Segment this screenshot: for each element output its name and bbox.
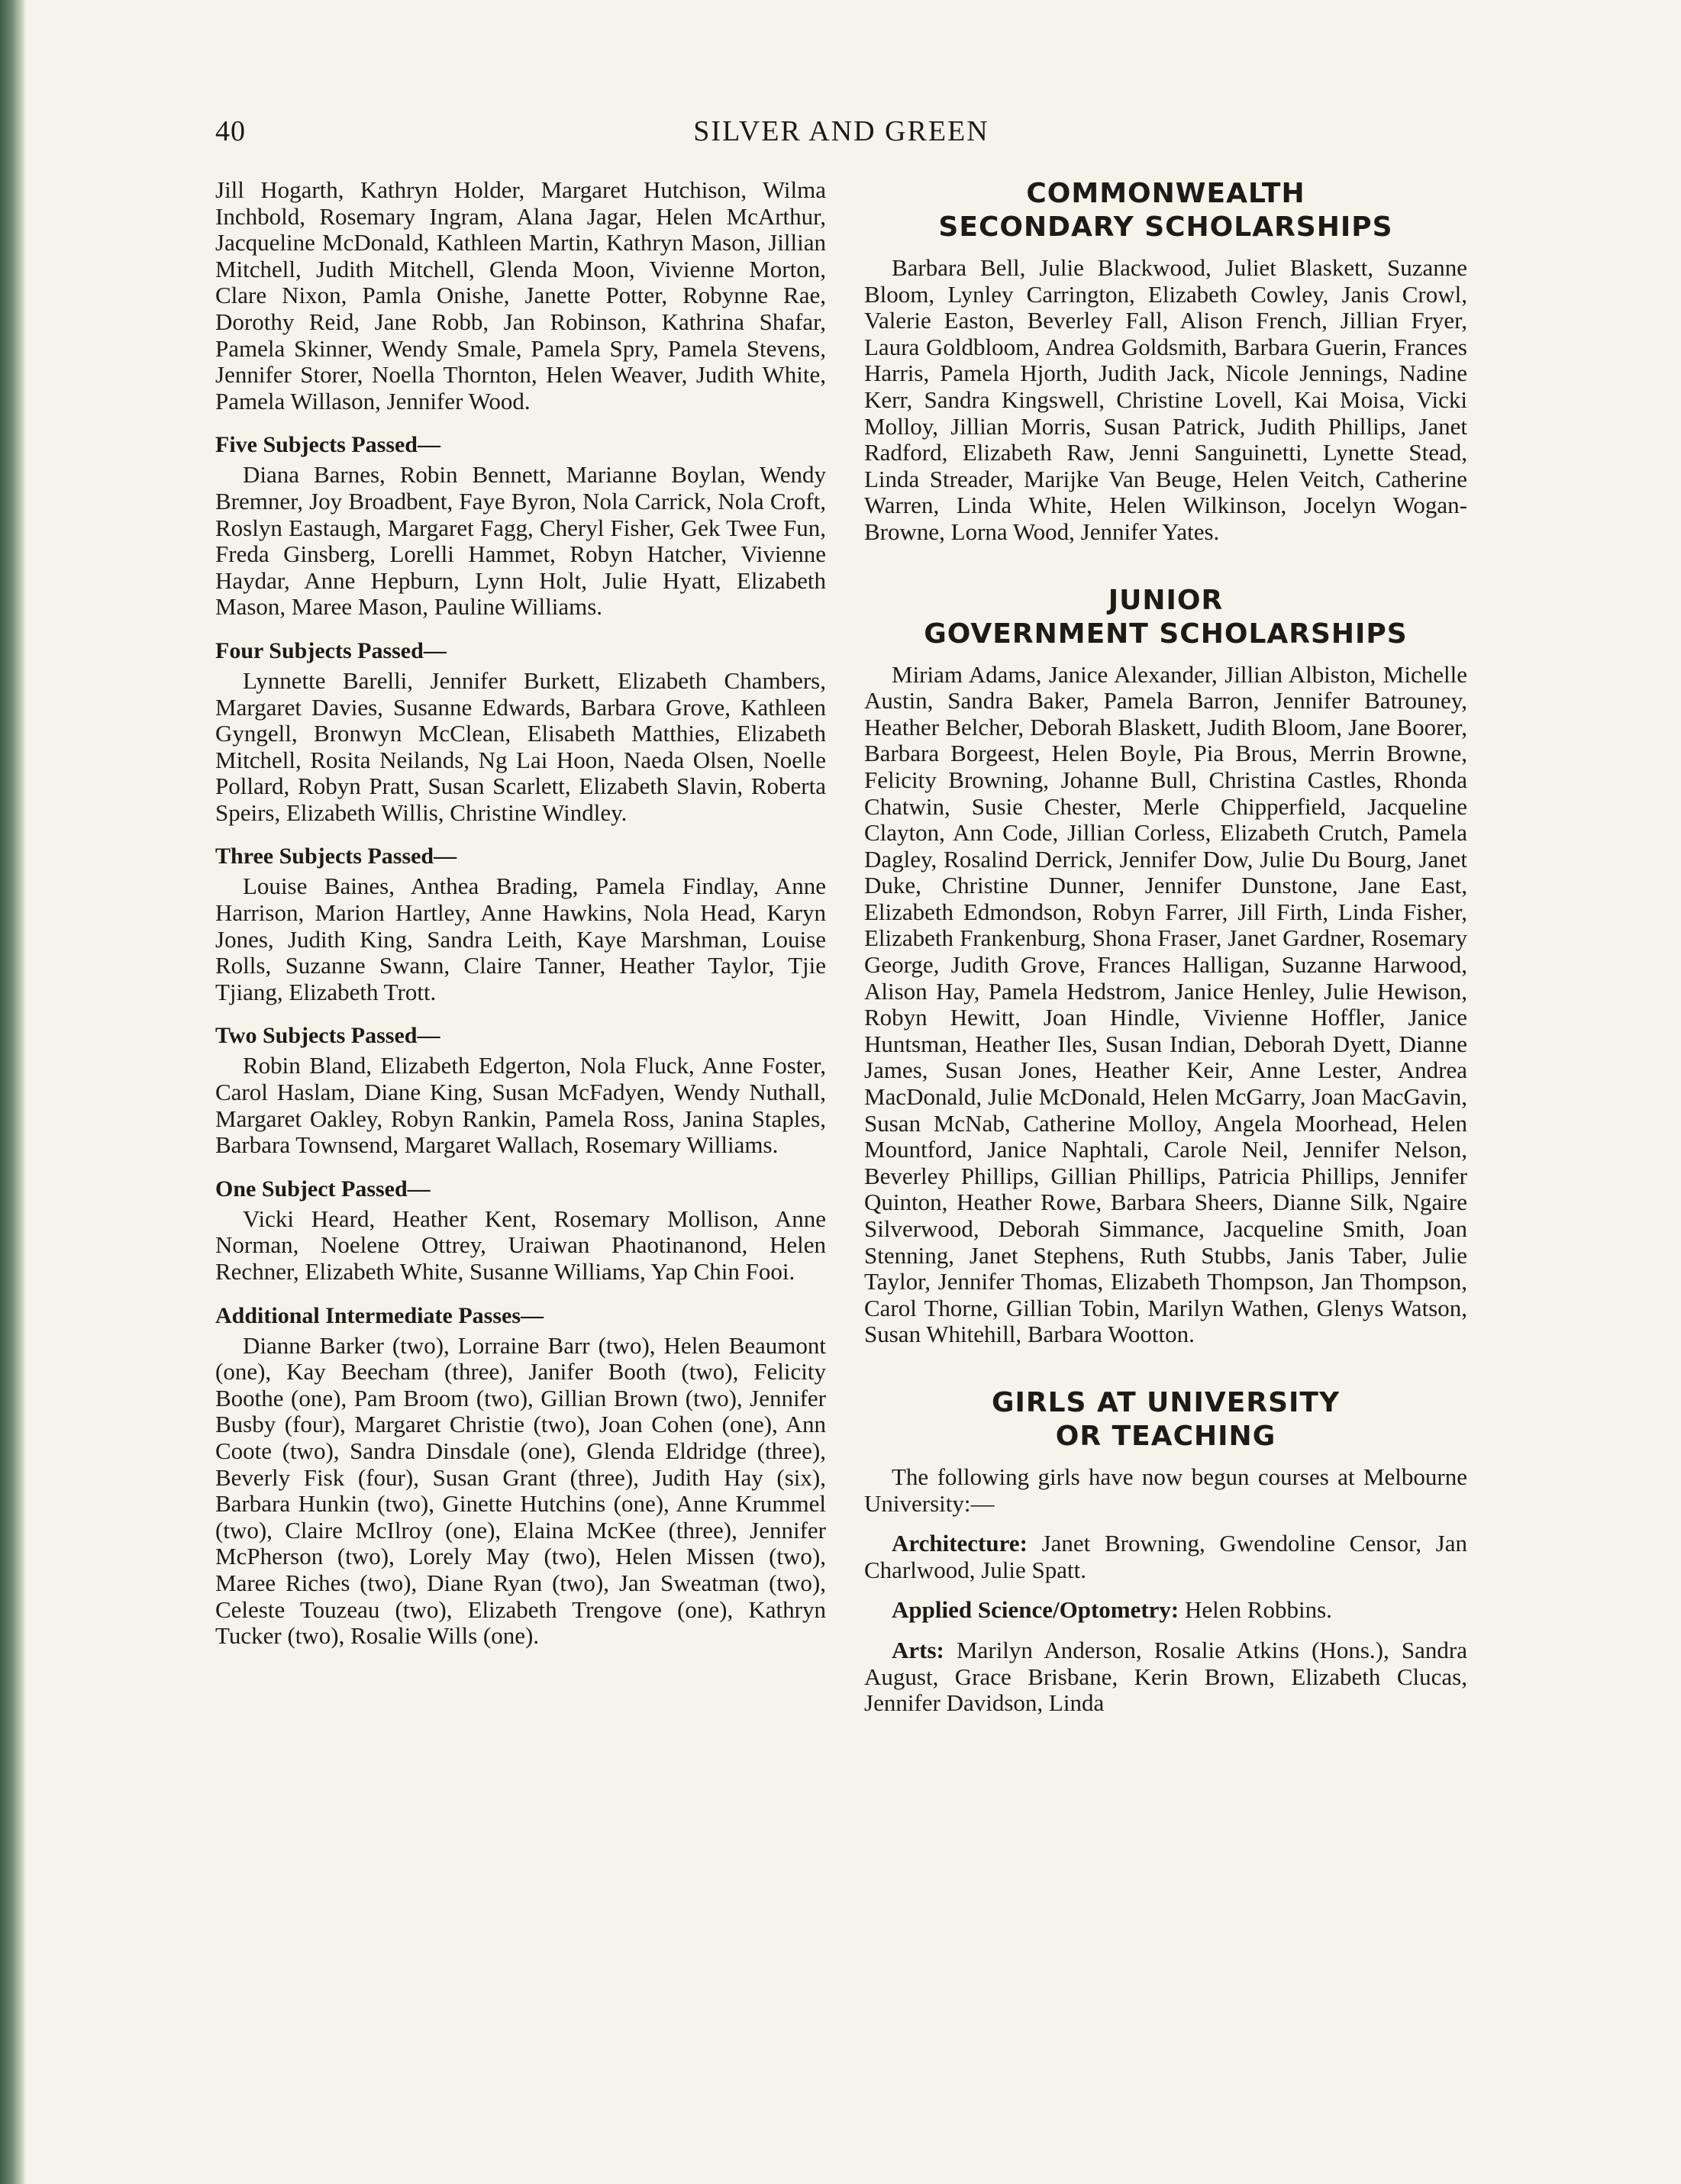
section-title-line: OR TEACHING	[1055, 1420, 1276, 1452]
faculty-names: Marilyn Anderson, Rosalie Atkins (Hons.), Sandra August, Grace Brisbane, Kerin Brown, Elizabeth Clucas, Jennifer Davidson, Linda	[864, 1636, 1468, 1717]
running-title: SILVER AND GREEN	[693, 115, 989, 147]
section-title	[864, 1386, 1467, 1453]
page-header	[215, 115, 1467, 154]
faculty-entry	[864, 1531, 1467, 1583]
section-heading: One Subject Passed—	[215, 1176, 431, 1202]
section-title	[864, 177, 1467, 244]
one-subject-section	[215, 1176, 826, 1286]
faculty-entry	[864, 1637, 1467, 1717]
faculty-entry	[864, 1597, 1467, 1624]
right-column	[864, 177, 1467, 1755]
junior-scholarships-section	[864, 584, 1467, 1348]
book-spine-edge	[0, 0, 26, 2184]
section-heading: Four Subjects Passed—	[215, 637, 447, 663]
section-title-line: JUNIOR	[1108, 584, 1224, 616]
faculty-label: Arts:	[892, 1636, 944, 1663]
section-names: Diana Barnes, Robin Bennett, Marianne Boylan, Wendy Bremner, Joy Broadbent, Faye Byron, Nola Carrick, Nola Croft, Roslyn Eastaugh, Margaret Fagg, Cheryl Fisher, Gek Twee Fun, Freda Ginsberg, Lorelli Hammet, Robyn Hatcher, Vivienne Haydar, Anne Hepburn, Lynn Holt, Julie Hyatt, Elizabeth Mason, Maree Mason, Pauline Williams.	[215, 461, 826, 621]
faculty-label: Applied Science/Optometry:	[892, 1596, 1179, 1624]
four-subjects-section	[215, 637, 826, 827]
two-subjects-section	[215, 1022, 826, 1158]
section-title-line: GOVERNMENT SCHOLARSHIPS	[924, 618, 1408, 650]
section-title-line: SECONDARY SCHOLARSHIPS	[938, 211, 1393, 243]
section-names: Vicki Heard, Heather Kent, Rosemary Mollison, Anne Norman, Noelene Ottrey, Uraiwan Phaotinanond, Helen Rechner, Elizabeth White, Susanne Williams, Yap Chin Fooi.	[215, 1205, 826, 1285]
intro-list	[215, 177, 826, 415]
page-number: 40	[215, 115, 246, 147]
section-heading: Additional Intermediate Passes—	[215, 1302, 544, 1328]
section-title-line: GIRLS AT UNIVERSITY	[991, 1386, 1341, 1418]
section-heading: Five Subjects Passed—	[215, 432, 440, 458]
section-names: Robin Bland, Elizabeth Edgerton, Nola Fluck, Anne Foster, Carol Haslam, Diane King, Susan McFadyen, Wendy Nuthall, Margaret Oakley, Robyn Rankin, Pamela Ross, Janina Staples, Barbara Townsend, Margaret Wallach, Rosemary Williams.	[215, 1052, 826, 1159]
intro-names: Jill Hogarth, Kathryn Holder, Margaret Hutchison, Wilma Inchbold, Rosemary Ingram, Alana Jagar, Helen McArthur, Jacqueline McDonald, Kathleen Martin, Kathryn Mason, Jillian Mitchell, Judith Mitchell, Glenda Moon, Vivienne Morton, Clare Nixon, Pamla Onishe, Janette Potter, Robynne Rae, Dorothy Reid, Jane Robb, Jan Robinson, Kathrina Shafar, Pamela Skinner, Wendy Smale, Pamela Spry, Pamela Stevens, Jennifer Storer, Noella Thornton, Helen Weaver, Judith White, Pamela Willason, Jennifer Wood.	[215, 176, 826, 415]
additional-intermediate-section	[215, 1302, 826, 1650]
university-section	[864, 1386, 1467, 1717]
faculty-names: Janet Browning, Gwendoline Censor, Jan Charlwood, Julie Spatt.	[864, 1530, 1468, 1583]
section-title-line: COMMONWEALTH	[1026, 178, 1305, 209]
section-names: Dianne Barker (two), Lorraine Barr (two), Helen Beaumont (one), Kay Beecham (three), Janifer Booth (two), Felicity Boothe (one), Pam Broom (two), Gillian Brown (two), Jennifer Busby (four), Margaret Christie (two), Joan Cohen (one), Ann Coote (two), Sandra Dinsdale (one), Glenda Eldridge (three), Beverly Fisk (four), Susan Grant (three), Judith Hay (six), Barbara Hunkin (two), Ginette Hutchins (one), Anne Krummel (two), Claire McIlroy (one), Elaina McKee (three), Jennifer McPherson (two), Lorely May (two), Helen Missen (two), Maree Riches (two), Diane Ryan (two), Jan Sweatman (two), Celeste Touzeau (two), Elizabeth Trengove (one), Kathryn Tucker (two), Rosalie Wills (one).	[215, 1331, 826, 1650]
left-column	[215, 177, 826, 1666]
section-names: Barbara Bell, Julie Blackwood, Juliet Blaskett, Suzanne Bloom, Lynley Carrington, Elizabeth Cowley, Janis Crowl, Valerie Easton, Beverley Fall, Alison French, Jillian Fryer, Laura Goldbloom, Andrea Goldsmith, Barbara Guerin, Frances Harris, Pamela Hjorth, Judith Jack, Nicole Jennings, Nadine Kerr, Sandra Kingswell, Christine Lovell, Kai Moisa, Vicki Molloy, Jillian Morris, Susan Patrick, Judith Phillips, Janet Radford, Elizabeth Raw, Jenni Sanguinetti, Lynette Stead, Linda Streader, Marijke Van Beuge, Helen Veitch, Catherine Warren, Linda White, Helen Wilkinson, Jocelyn Wogan-Browne, Lorna Wood, Jennifer Yates.	[864, 254, 1467, 545]
section-names: Louise Baines, Anthea Brading, Pamela Findlay, Anne Harrison, Marion Hartley, Anne Hawkins, Nola Head, Karyn Jones, Judith King, Sandra Leith, Kaye Marshman, Louise Rolls, Suzanne Swann, Claire Tanner, Heather Taylor, Tjie Tjiang, Elizabeth Trott.	[215, 873, 826, 1005]
faculty-label: Architecture:	[892, 1530, 1028, 1557]
five-subjects-section	[215, 431, 826, 621]
commonwealth-scholarships-section	[864, 177, 1467, 546]
three-subjects-section	[215, 843, 826, 1005]
section-heading: Two Subjects Passed—	[215, 1023, 440, 1049]
university-intro: The following girls have now begun courses at Melbourne University:—	[864, 1463, 1467, 1517]
section-names: Miriam Adams, Janice Alexander, Jillian Albiston, Michelle Austin, Sandra Baker, Pamela Barron, Jennifer Batrouney, Heather Belcher, Deborah Blaskett, Judith Bloom, Jane Boorer, Barbara Borgeest, Helen Boyle, Pia Brous, Merrin Browne, Felicity Browning, Johanne Bull, Christina Castles, Rhonda Chatwin, Susie Chester, Merle Chipperfield, Jacqueline Clayton, Ann Code, Jillian Corless, Elizabeth Crutch, Pamela Dagley, Rosalind Derrick, Jennifer Dow, Julie Du Bourg, Janet Duke, Christine Dunner, Jennifer Dunstone, Jane East, Elizabeth Edmondson, Robyn Farrer, Jill Firth, Linda Fisher, Elizabeth Frankenburg, Shona Fraser, Janet Gardner, Rosemary George, Judith Grove, Frances Halligan, Suzanne Harwood, Alison Hay, Pamela Hedstrom, Janice Henley, Julie Hewison, Robyn Hewitt, Joan Hindle, Vivienne Hoffler, Janice Huntsman, Heather Iles, Susan Indian, Deborah Dyett, Dianne James, Susan Jones, Heather Keir, Anne Lester, Andrea MacDonald, Julie McDonald, Helen McGarry, Joan MacGavin, Susan McNab, Catherine Molloy, Angela Moorhead, Helen Mountford, Janice Naphtali, Carole Neil, Jennifer Nelson, Beverley Phillips, Gillian Phillips, Patricia Phillips, Jennifer Quinton, Heather Rowe, Barbara Sheers, Dianne Silk, Ngaire Silverwood, Deborah Simmance, Jacqueline Smith, Joan Stenning, Janet Stephens, Ruth Stubbs, Janis Taber, Julie Taylor, Jennifer Thomas, Elizabeth Thompson, Jan Thompson, Carol Thorne, Gillian Tobin, Marilyn Wathen, Glenys Watson, Susan Whitehill, Barbara Wootton.	[864, 660, 1467, 1348]
section-heading: Three Subjects Passed—	[215, 844, 457, 869]
section-title	[864, 584, 1467, 651]
faculty-names: Helen Robbins.	[1185, 1596, 1332, 1624]
section-names: Lynnette Barelli, Jennifer Burkett, Elizabeth Chambers, Margaret Davies, Susanne Edwards, Barbara Grove, Kathleen Gyngell, Bronwyn McClean, Elisabeth Matthies, Elizabeth Mitchell, Rosita Neilands, Ng Lai Hoon, Naeda Olsen, Noelle Pollard, Robyn Pratt, Susan Scarlett, Elizabeth Slavin, Roberta Speirs, Elizabeth Willis, Christine Windley.	[215, 666, 826, 826]
